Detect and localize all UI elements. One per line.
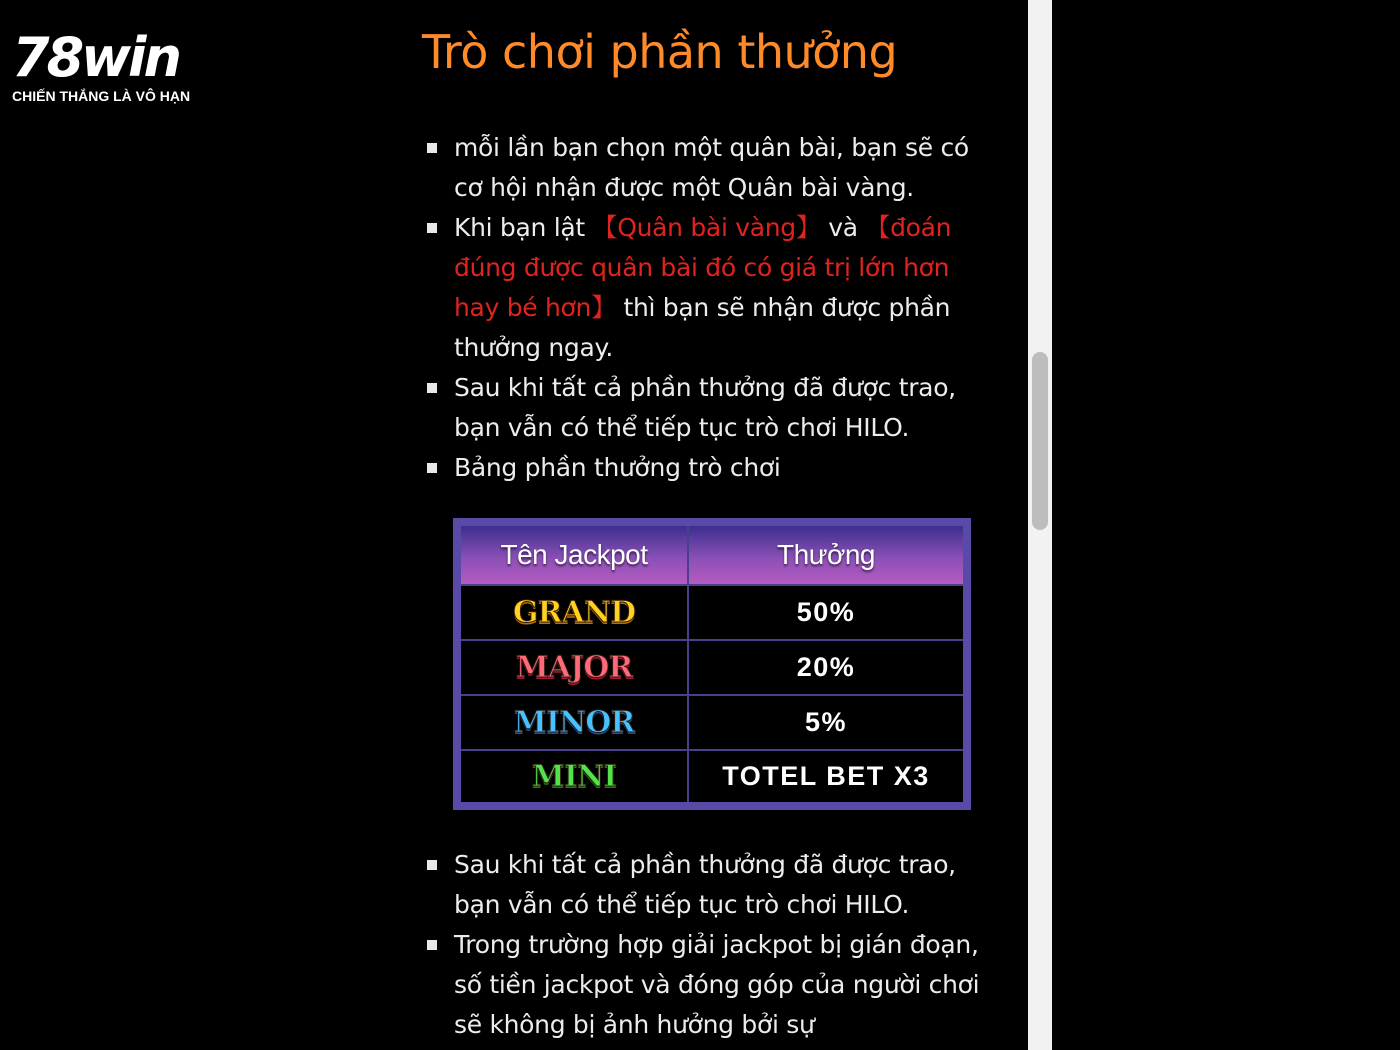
jackpot-table	[453, 518, 971, 810]
brand-logo[interactable]	[12, 28, 212, 104]
table-row	[461, 749, 963, 802]
bullet-icon	[427, 383, 437, 393]
list-item	[422, 845, 982, 925]
jackpot-minor-label: MINOR	[513, 705, 635, 740]
header-reward: Thưởng	[777, 539, 875, 570]
list-item-text: thì bạn sẽ nhận được phần thưởng ngay.	[454, 293, 951, 362]
page-title: Trò chơi phần thưởng	[422, 25, 898, 79]
jackpot-major-label: MAJOR	[515, 650, 633, 685]
table-row	[461, 584, 963, 639]
highlighted-text: 【Quân bài vàng】	[592, 213, 821, 242]
header-jackpot-name: Tên Jackpot	[461, 526, 689, 584]
list-item	[422, 925, 982, 1045]
bullet-list-top	[422, 128, 982, 488]
jackpot-mini-reward: TOTEL BET X3	[722, 761, 930, 791]
logo-tagline: CHIẾN THẮNG LÀ VÔ HẠN	[12, 88, 191, 104]
table-row	[461, 694, 963, 749]
list-item-text: và	[820, 213, 866, 242]
list-item	[422, 128, 982, 208]
bullet-icon	[427, 143, 437, 153]
list-item	[422, 368, 982, 448]
list-item-text: Trong trường hợp giải jackpot bị gián đoạn, số tiền jackpot và đóng góp của người chơi sẽ không bị ảnh hưởng bởi sự	[454, 930, 980, 1039]
jackpot-minor-reward: 5%	[804, 707, 848, 737]
list-item-text: Sau khi tất cả phần thưởng đã được trao, bạn vẫn có thể tiếp tục trò chơi HILO.	[454, 850, 956, 919]
list-item	[422, 208, 982, 368]
list-item-text: Sau khi tất cả phần thưởng đã được trao, bạn vẫn có thể tiếp tục trò chơi HILO.	[454, 373, 956, 442]
table-header-row	[461, 526, 963, 584]
list-item	[422, 448, 982, 488]
bullet-icon	[427, 463, 437, 473]
bullet-list-bottom	[422, 845, 982, 1045]
jackpot-major-reward: 20%	[796, 652, 856, 682]
bullet-icon	[427, 860, 437, 870]
list-item-text: Bảng phần thưởng trò chơi	[454, 453, 781, 482]
table-row	[461, 639, 963, 694]
highlighted-text: 【đoán đúng được quân bài đó có giá trị lớn hơn hay bé hơn】	[454, 213, 952, 322]
logo-wordmark: 78win	[12, 26, 179, 89]
scrollbar-thumb[interactable]	[1032, 352, 1048, 530]
jackpot-grand-reward: 50%	[796, 597, 856, 627]
jackpot-mini-label: MINI	[531, 759, 617, 794]
list-item-text: mỗi lần bạn chọn một quân bài, bạn sẽ có cơ hội nhận được một Quân bài vàng.	[454, 133, 969, 202]
list-item-text: Khi bạn lật	[454, 213, 593, 242]
jackpot-grand-label: GRAND	[512, 595, 636, 630]
bullet-icon	[427, 940, 437, 950]
bullet-icon	[427, 223, 437, 233]
